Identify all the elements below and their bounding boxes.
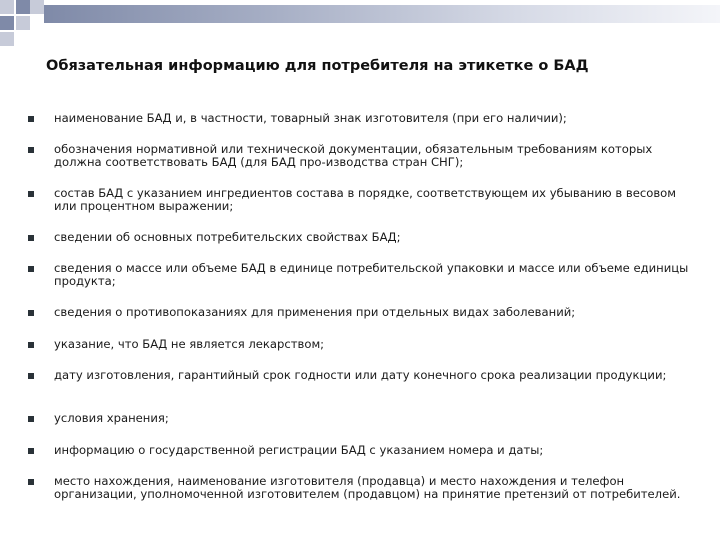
square-bullet-icon: [28, 116, 34, 122]
list-item-text: сведении об основных потребительских свойствах БАД;: [54, 230, 401, 244]
square-bullet-icon: [28, 147, 34, 153]
decor-square: [16, 16, 30, 30]
decor-square: [0, 0, 14, 14]
square-bullet-icon: [28, 191, 34, 197]
square-bullet-icon: [28, 373, 34, 379]
decorative-corner: [0, 0, 720, 50]
list-item-text: информацию о государственной регистрации БАД с указанием номера и даты;: [54, 443, 544, 457]
list-item-text: место нахождения, наименование изготовителя (продавца) и место нахождения и телефон организации, уполномоченной изготовителем (продавцом) на принятие претензий от потребителей.: [54, 474, 681, 501]
square-bullet-icon: [28, 235, 34, 241]
list-item-text: состав БАД с указанием ингредиентов состава в порядке, соответствующем их убыванию в весовом или процентном выражении;: [54, 186, 676, 213]
decor-square: [0, 32, 14, 46]
decor-square: [0, 16, 14, 30]
list-item-text: условия хранения;: [54, 411, 169, 425]
square-bullet-icon: [28, 479, 34, 485]
square-bullet-icon: [28, 448, 34, 454]
list-item-text: указание, что БАД не является лекарством;: [54, 337, 325, 351]
list-item-text: дату изготовления, гарантийный срок годности или дату конечного срока реализации продукции;: [54, 368, 667, 382]
list-item-text: обозначения нормативной или технической документации, обязательным требованиям которых должна соответствовать БАД (для БАД про-изводства стран СНГ);: [54, 142, 653, 169]
square-bullet-icon: [28, 416, 34, 422]
header-gradient-bar: [44, 5, 720, 23]
list-item-text: сведения о противопоказаниях для применения при отдельных видах заболеваний;: [54, 305, 576, 319]
decor-square: [16, 0, 30, 14]
list-item-text: наименование БАД и, в частности, товарный знак изготовителя (при его наличии);: [54, 111, 567, 125]
slide-title: Обязательная информацию для потребителя на этикетке о БАД: [46, 58, 589, 74]
square-bullet-icon: [28, 266, 34, 272]
square-bullet-icon: [28, 310, 34, 316]
list-item-text: сведения о массе или объеме БАД в единице потребительской упаковки и массе или объеме единицы продукта;: [54, 261, 689, 288]
square-bullet-icon: [28, 342, 34, 348]
decor-square: [30, 0, 44, 14]
